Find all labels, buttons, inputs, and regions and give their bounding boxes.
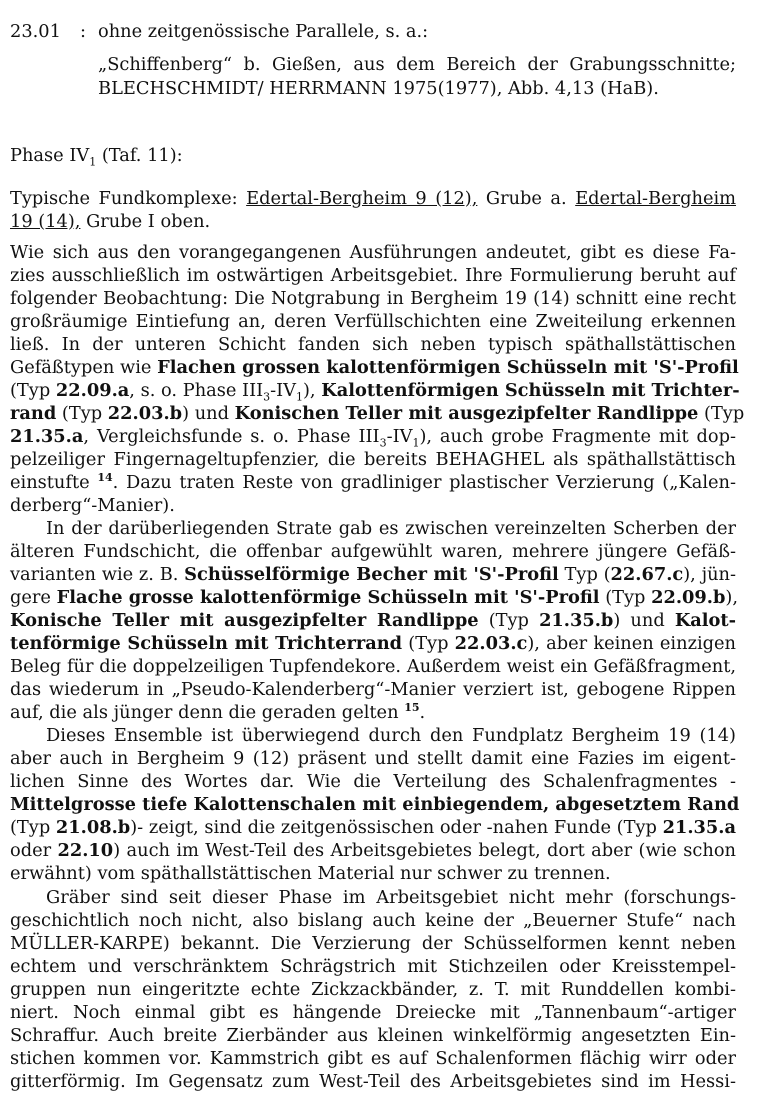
paragraph-line: gitterförmig. Im Gegensatz zum West-Teil des Arbeitsgebietes sind im Hessi- xyxy=(10,1071,736,1092)
footnote-ref: 15 xyxy=(404,701,420,715)
paragraph-line: niert. Noch einmal gibt es hängende Dreiecke mit „Tannenbaum“-artiger xyxy=(10,1002,736,1023)
paragraph-line: Gräber sind seit dieser Phase im Arbeitsgebiet nicht mehr (forschungs- xyxy=(46,887,736,908)
paragraph-line: aber auch in Bergheim 9 (12) präsent und stellt damit eine Fazies im eigent- xyxy=(10,748,736,769)
site-link: Edertal-Bergheim 9 (12), xyxy=(246,188,478,209)
paragraph-line: Konische Teller mit ausgezipfelter Randlippe (Typ 21.35.b) und Kalot- xyxy=(10,610,737,631)
fundkomplexe-line: 19 (14), Grube I oben. xyxy=(10,211,211,232)
paragraph-line: pelzeiliger Fingernageltupfenzier, die bereits BEHAGHEL als späthallstättisch xyxy=(10,449,736,470)
paragraph-line: geschichtlich noch nicht, also bislang auch keine der „Beuerner Stufe“ nach xyxy=(10,910,736,931)
paragraph-line: das wiederum in „Pseudo-Kalenderberg“-Manier verziert ist, gebogene Rippen xyxy=(10,679,736,700)
paragraph-line: folgender Beobachtung: Die Notgrabung in Bergheim 19 (14) schnitt eine recht xyxy=(10,288,736,309)
paragraph-line: echtem und verschränktem Schrägstrich mit Stichzeilen oder Kreisstempel- xyxy=(10,956,736,977)
paragraph-line: älteren Fundschicht, die offenbar aufgewühlt waren, mehrere jüngere Gefäß- xyxy=(10,541,736,562)
paragraph-line: Dieses Ensemble ist überwiegend durch den Fundplatz Bergheim 19 (14) xyxy=(46,725,736,746)
paragraph-line: erwähnt) vom späthallstättischen Material nur schwer zu trennen. xyxy=(10,863,611,884)
paragraph-line: lichen Sinne des Wortes dar. Wie die Verteilung des Schalenfragmentes - xyxy=(10,771,736,792)
entry-text: ohne zeitgenössische Parallele, s. a.: xyxy=(98,21,429,42)
paragraph-line: zies ausschließlich im ostwärtigen Arbeitsgebiet. Ihre Formulierung beruht auf xyxy=(10,265,736,286)
footnote-ref: 14 xyxy=(97,471,113,485)
paragraph-line: 21.35.a, Vergleichsfunde s. o. Phase $III_3-IV_1$), auch grobe Fragmente mit dop- xyxy=(10,426,736,450)
paragraph-line: (Typ 21.08.b)- zeigt, sind die zeitgenössischen oder -nahen Funde (Typ 21.35.a xyxy=(10,817,736,838)
paragraph-line: (Typ 22.09.a, s. o. Phase $III_3-IV_1$), Kalottenförmigen Schüsseln mit Trichter- xyxy=(10,380,740,404)
paragraph-line: varianten wie z. B. Schüsselförmige Becher mit 'S'-Profil Typ (22.67.c), jün- xyxy=(10,564,736,585)
paragraph-line: derberg“-Manier). xyxy=(10,495,175,516)
paragraph-line: MÜLLER-KARPE) bekannt. Die Verzierung der Schüsselformen kennt neben xyxy=(10,933,736,954)
paragraph-line: stichen kommen vor. Kammstrich gibt es auf Schalenformen flächig wirr oder xyxy=(10,1048,736,1069)
site-link: 19 (14), xyxy=(10,211,81,232)
paragraph-line: tenförmige Schüsseln mit Trichterrand (Typ 22.03.c), aber keinen einzigen xyxy=(10,633,736,654)
entry-number: 23.01 xyxy=(10,21,61,42)
paragraph-line: gere Flache grosse kalottenförmige Schüsseln mit 'S'-Profil (Typ 22.09.b), xyxy=(10,587,738,608)
paragraph-line: einstufte $^{14}$. Dazu traten Reste von gradliniger plastischer Verzierung („Kalen- xyxy=(10,471,736,493)
site-link: Edertal-Bergheim xyxy=(575,188,737,209)
paragraph-line: gruppen nun eingeritzte echte Zickzackbänder, z. T. mit Runddellen kombi- xyxy=(10,979,736,1000)
paragraph-line: rand (Typ 22.03.b) und Konischen Teller mit ausgezipfelter Randlippe (Typ xyxy=(10,403,745,424)
entry-separator: : xyxy=(80,21,86,42)
entry-reference-line: „Schiffenberg“ b. Gießen, aus dem Bereich der Grabungsschnitte; xyxy=(98,54,736,75)
paragraph-line: großräumige Eintiefung an, deren Verfüllschichten eine Zweiteilung erkennen xyxy=(10,311,736,332)
paragraph-line: Beleg für die doppelzeiligen Tupfendekore. Außerdem weist ein Gefäßfragment, xyxy=(10,656,736,677)
phase-heading: Phase $IV_1$ (Taf. 11): xyxy=(10,145,183,169)
paragraph-line: Mittelgrosse tiefe Kalottenschalen mit einbiegendem, abgesetztem Rand xyxy=(10,794,740,815)
paragraph-line: Gefäßtypen wie Flachen grossen kalottenförmigen Schüsseln mit 'S'-Profil xyxy=(10,357,739,378)
paragraph-line: Schraffur. Auch breite Zierbänder aus kleinen winkelförmig angesetzten Ein- xyxy=(10,1025,736,1046)
entry-reference-line: BLECHSCHMIDT/ HERRMANN 1975(1977), Abb. 4,13 (HaB). xyxy=(98,78,659,99)
paragraph-line: oder 22.10) auch im West-Teil des Arbeitsgebietes belegt, dort aber (wie schon xyxy=(10,840,736,861)
paragraph-line: auf, die als jünger denn die geraden gelten $^{15}$. xyxy=(10,701,426,723)
paragraph-line: Wie sich aus den vorangegangenen Ausführungen andeutet, gibt es diese Fa- xyxy=(10,242,736,263)
paragraph-line: ließ. In der unteren Schicht fanden sich neben typisch späthallstättischen xyxy=(10,334,736,355)
paragraph-line: In der darüberliegenden Strate gab es zwischen vereinzelten Scherben der xyxy=(46,518,736,539)
fundkomplexe-line: Typische Fundkomplexe: Edertal-Bergheim 9 (12), Grube a. Edertal-Bergheim xyxy=(10,188,737,209)
